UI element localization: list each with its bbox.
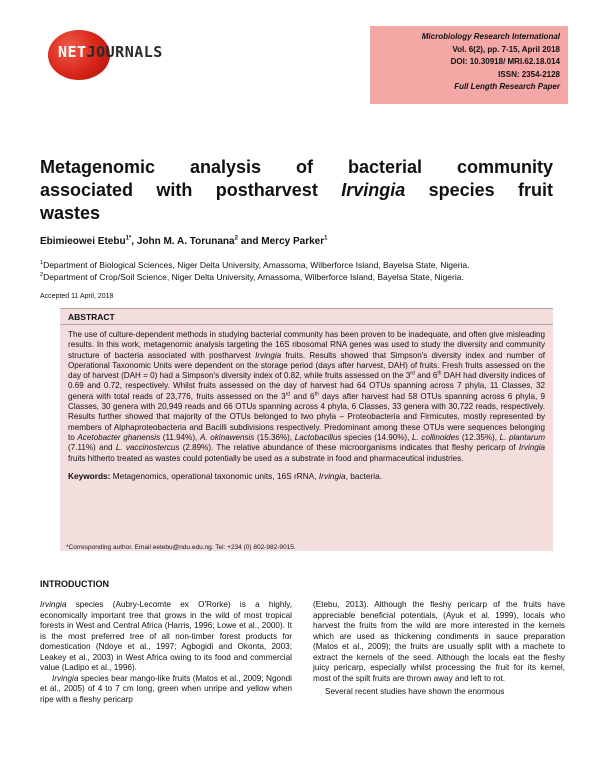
paragraph: (Etebu, 2013). Although the fleshy pericarp of the fruits have appreciable beneficial potentials, (Ayuk et al. 1999), locals who harvest the fruits from the wild are more interested in the kernels which are used as thickening condiments in sauce preparation (Matos et al., 2009); the fruits are usually split with a machete to extract the kernels of the seed. Although the locals eat the fleshy juicy pericarp, especially whilst processing the fruit for its kernel, most of the spilt fruits are thrown away and left to rot.	[313, 600, 565, 683]
journal-info-box	[370, 26, 568, 104]
abstract-text: The use of culture-dependent methods in studying bacterial community has been proven to be inadequate, and often give misleading results. In this work, metagenomic analysis targeting the 16S ribosomal RNA genes was used to study the diversity and community structure of bacteria associated with postharvest Irvingia fruits. Results showed that Simpson's diversity index and number of Operational Taxonomic Units were dependent on the storage period (days after harvest, DAH) of fruits. Fresh fruits assessed on the day of harvest (DAH = 0) had a Simpson's diversity index of 0.82, while fruits assessed on the 3rd and 6th DAH had diversity indices of 0.69 and 0.72, respectively. Whilst fruits assessed on the day of harvest had 64 OTUs spanning across 7 phyla, 11 Classes, 32 genera with total reads of 23,776, fruits assessed on the 3rd and 6th days after harvest had 58 OTUs spanning across 6 phyla, 9 Classes, 30 genera with 20,949 reads and 66 OTUs spanning across 4 phyla, 6 Classes, 33 genera with 30,722 reads, respectively. Results further showed that majority of the OTUs belonged to two phyla – Proteobacteria and Firmicutes, mostly represented by members of Alphaproteobacteria and Bacilli subdivisions respectively. Predominant among these OTUs were sequences belonging to Acetobacter ghanensis (11.94%), A. okinawensis (15.36%), Lactobacillus species (14.90%), L. collinoides (12.35%), L. plantarum (7.11%) and L. vaccinostercus (2.89%). The relative abundance of these microorganisms indicates that fleshy pericarp of Irvingia fruits hitherto treated as wastes could potentially be used as a substrate in food and pharmaceutical industries.	[68, 330, 546, 463]
title-line-3: wastes	[40, 203, 101, 223]
title-line-1: Metagenomic analysis of bacterial community	[40, 157, 553, 177]
abstract-box	[60, 308, 553, 551]
body-column-right	[313, 600, 565, 698]
netjournals-logo	[40, 30, 220, 80]
paper-title	[40, 156, 553, 225]
corresponding-author-note: *Corresponding author. Email eetebu@ndu.edu.ng. Tel: +234 (0) 802-982-9015.	[66, 544, 296, 551]
affiliation-2: $^2$Department of Crop/Soil Science, Niger Delta University, Amassoma, Wilberforce Island, Bayelsa State, Nigeria.	[40, 271, 464, 282]
accepted-date: Accepted 11 April, 2018	[40, 293, 114, 300]
paragraph: Irvingia species bear mango-like fruits (Matos et al., 2009; Ngondi et al., 2005) of 4 to 7 cm long, green when unripe and yellow when ripe with a fleshy pericarp	[40, 673, 292, 704]
body-column-left	[40, 600, 292, 705]
title-line-2: associated with postharvest Irvingia species fruit	[40, 180, 553, 200]
author-list: Ebimieowei Etebu$^{1*}$, John M. A. Torunana$^2$ and Mercy Parker$^1$	[40, 235, 328, 247]
journal-doi: DOI: 10.30918/ MRI.62.18.014	[450, 57, 560, 67]
affiliations	[40, 260, 470, 283]
journal-issn: ISSN: 2354-2128	[498, 69, 560, 79]
journal-name: Microbiology Research International	[421, 32, 560, 41]
author-name: John M. A. Torunana	[136, 236, 235, 247]
journal-volume: Vol. 6(2), pp. 7-15, April 2018	[452, 44, 560, 54]
author-name: Ebimieowei Etebu	[40, 236, 126, 247]
introduction-heading: INTRODUCTION	[40, 579, 109, 589]
keywords: Keywords: Metagenomics, operational taxonomic units, 16S rRNA, Irvingia, bacteria.	[68, 470, 383, 481]
paragraph: Several recent studies have shown the enormous	[325, 687, 505, 696]
affiliation-1: $^1$Department of Biological Sciences, Niger Delta University, Amassoma, Wilberforce Island, Bayelsa State, Nigeria.	[40, 260, 470, 270]
paragraph: Irvingia species (Aubry-Lecomte ex O'Rorke) is a highly, economically important tree that grows in the wild of most tropical forests in West and Central Africa (Harris, 1996; Lowe et al., 2000). It is the most preferred tree of all non-timber forest products for domestication (Ndoye et al., 1997; Agbogidi and Okonta, 2003; Leakey et al., 2003) in West Africa owing to its food and commercial value (Ladipo et al., 1996).	[40, 600, 292, 672]
paper-type: Full Length Research Paper	[454, 82, 560, 92]
abstract-heading: ABSTRACT	[60, 311, 553, 325]
logo-wordmark: NETJOURNALS	[58, 43, 163, 61]
author-name: Mercy Parker	[261, 236, 325, 247]
